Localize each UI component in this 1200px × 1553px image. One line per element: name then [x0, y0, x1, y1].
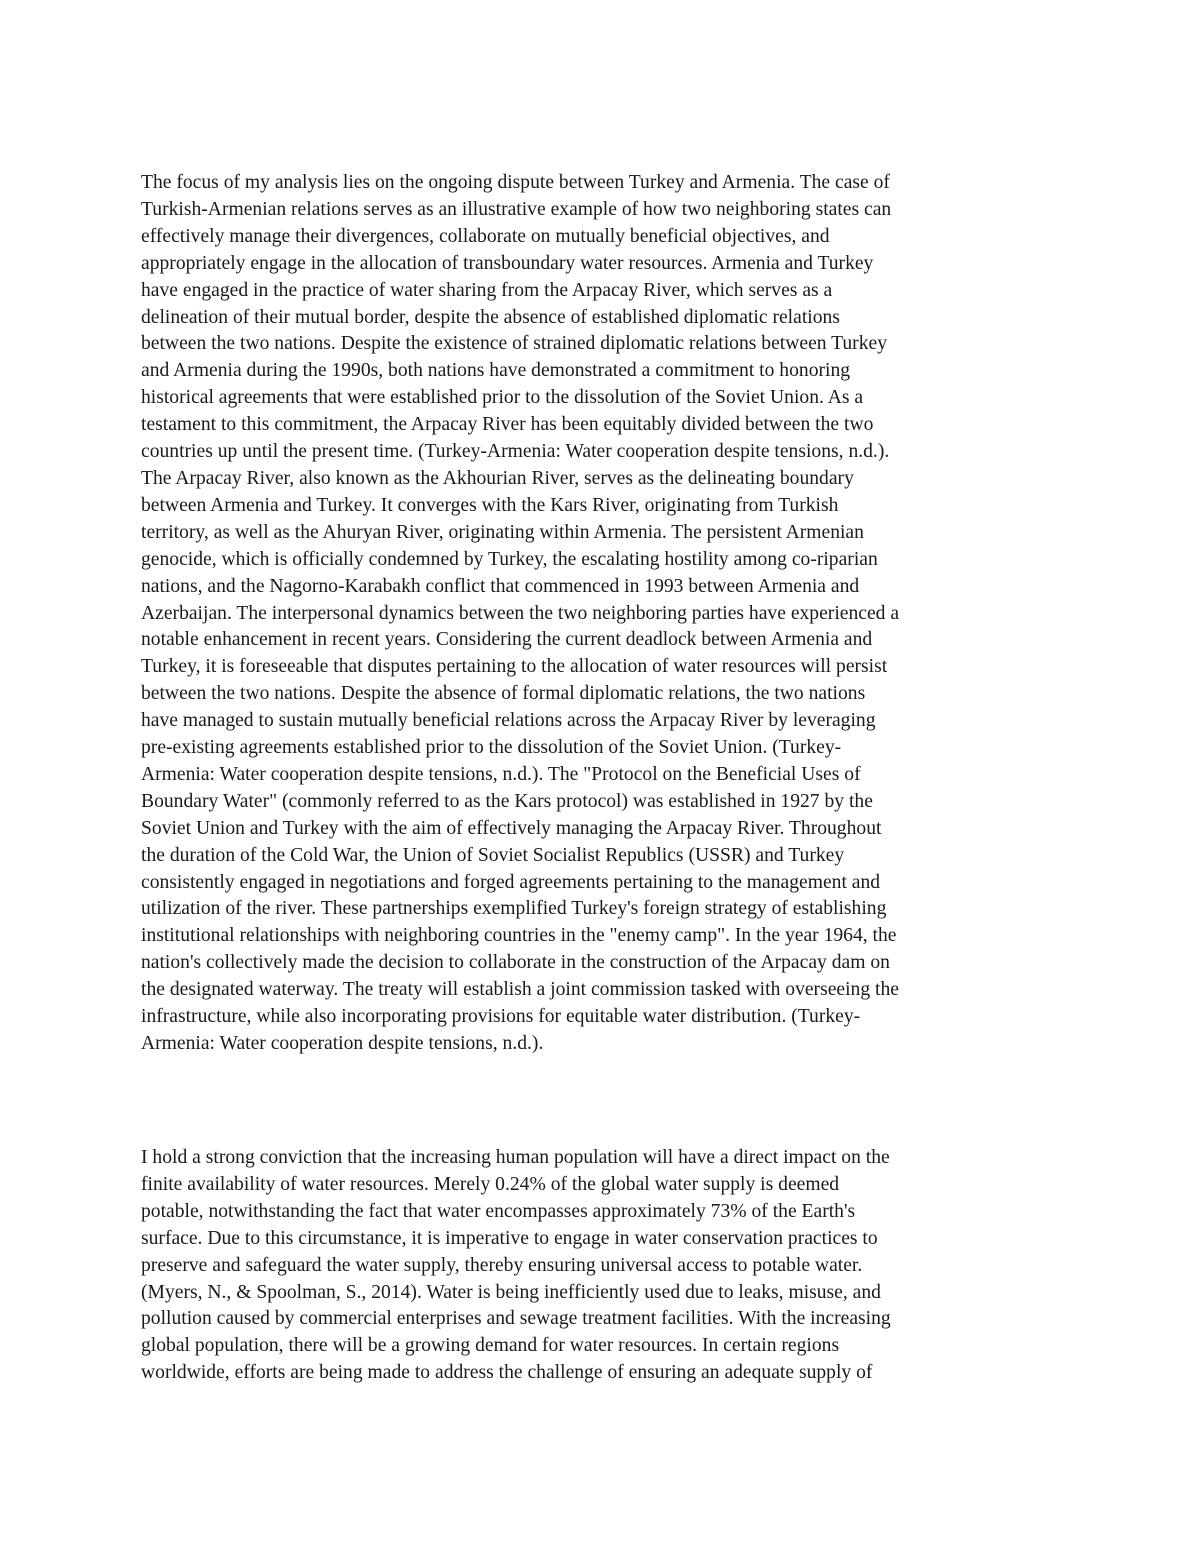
text-line: Boundary Water" (commonly referred to as the Kars protocol) was established in 1927 by the: [141, 790, 873, 812]
text-line: and Armenia during the 1990s, both nations have demonstrated a commitment to honoring: [141, 360, 851, 382]
text-line: preserve and safeguard the water supply, thereby ensuring universal access to potable water.: [141, 1254, 863, 1276]
text-line: nation's collectively made the decision to collaborate in the construction of the Arpacay dam on: [141, 952, 890, 974]
text-line: testament to this commitment, the Arpacay River has been equitably divided between the two: [141, 414, 874, 436]
text-line: between Armenia and Turkey. It converges with the Kars River, originating from Turkish: [141, 494, 839, 516]
text-line: Azerbaijan. The interpersonal dynamics between the two neighboring parties have experienced a: [141, 602, 900, 624]
text-line: have managed to sustain mutually beneficial relations across the Arpacay River by leveraging: [141, 710, 876, 732]
text-line: countries up until the present time. (Turkey-Armenia: Water cooperation despite tensions, n.d.).: [141, 441, 890, 463]
text-line: consistently engaged in negotiations and forged agreements pertaining to the management and: [141, 871, 881, 893]
text-line: Soviet Union and Turkey with the aim of effectively managing the Arpacay River. Throughout: [141, 817, 882, 839]
text-line: finite availability of water resources. Merely 0.24% of the global water supply is deemed: [141, 1173, 840, 1195]
text-line: the designated waterway. The treaty will establish a joint commission tasked with overseeing the: [141, 979, 899, 1001]
text-line: institutional relationships with neighboring countries in the "enemy camp". In the year 1964, the: [141, 925, 897, 947]
paragraph-2: [141, 1145, 1053, 1387]
text-line: Armenia: Water cooperation despite tensions, n.d.). The "Protocol on the Beneficial Uses of: [141, 763, 861, 785]
text-line: surface. Due to this circumstance, it is imperative to engage in water conservation practices to: [141, 1227, 878, 1249]
text-line: notable enhancement in recent years. Considering the current deadlock between Armenia and: [141, 629, 873, 651]
text-line: historical agreements that were established prior to the dissolution of the Soviet Union. As a: [141, 387, 864, 409]
text-line: delineation of their mutual border, despite the absence of established diplomatic relations: [141, 306, 840, 328]
text-line: potable, notwithstanding the fact that water encompasses approximately 73% of the Earth's: [141, 1200, 856, 1222]
text-line: I hold a strong conviction that the increasing human population will have a direct impact on the: [141, 1147, 890, 1168]
text-line: the duration of the Cold War, the Union of Soviet Socialist Republics (USSR) and Turkey: [141, 844, 845, 866]
text-line: infrastructure, while also incorporating provisions for equitable water distribution. (Turkey-: [141, 1006, 861, 1028]
text-line: pollution caused by commercial enterprises and sewage treatment facilities. With the increasing: [141, 1308, 891, 1330]
text-line: appropriately engage in the allocation of transboundary water resources. Armenia and Turkey: [141, 252, 874, 274]
text-line: The Arpacay River, also known as the Akhourian River, serves as the delineating boundary: [141, 467, 854, 489]
text-line: Turkey, it is foreseeable that disputes pertaining to the allocation of water resources will persist: [141, 656, 888, 678]
text-line: between the two nations. Despite the absence of formal diplomatic relations, the two nations: [141, 683, 866, 705]
text-line: global population, there will be a growing demand for water resources. In certain regions: [141, 1335, 840, 1357]
text-line: Turkish-Armenian relations serves as an illustrative example of how two neighboring states can: [141, 198, 892, 220]
text-line: between the two nations. Despite the existence of strained diplomatic relations between Turkey: [141, 333, 887, 355]
text-line: territory, as well as the Ahuryan River, originating within Armenia. The persistent Armenian: [141, 521, 864, 543]
text-line: genocide, which is officially condemned by Turkey, the escalating hostility among co-riparian: [141, 548, 878, 570]
text-line: (Myers, N., & Spoolman, S., 2014). Water is being inefficiently used due to leaks, misuse, and: [141, 1281, 881, 1303]
text-line: The focus of my analysis lies on the ongoing dispute between Turkey and Armenia. The case of: [141, 172, 890, 193]
text-line: effectively manage their divergences, collaborate on mutually beneficial objectives, and: [141, 225, 830, 247]
text-line: Armenia: Water cooperation despite tensions, n.d.).: [141, 1033, 544, 1054]
text-line: pre-existing agreements established prior to the dissolution of the Soviet Union. (Turkey-: [141, 737, 842, 759]
text-line: worldwide, efforts are being made to address the challenge of ensuring an adequate supply of: [141, 1362, 873, 1384]
paragraph-1: [141, 170, 1053, 1058]
text-line: utilization of the river. These partnerships exemplified Turkey's foreign strategy of establishing: [141, 898, 887, 920]
text-line: have engaged in the practice of water sharing from the Arpacay River, which serves as a: [141, 279, 833, 301]
text-line: nations, and the Nagorno-Karabakh conflict that commenced in 1993 between Armenia and: [141, 575, 860, 597]
